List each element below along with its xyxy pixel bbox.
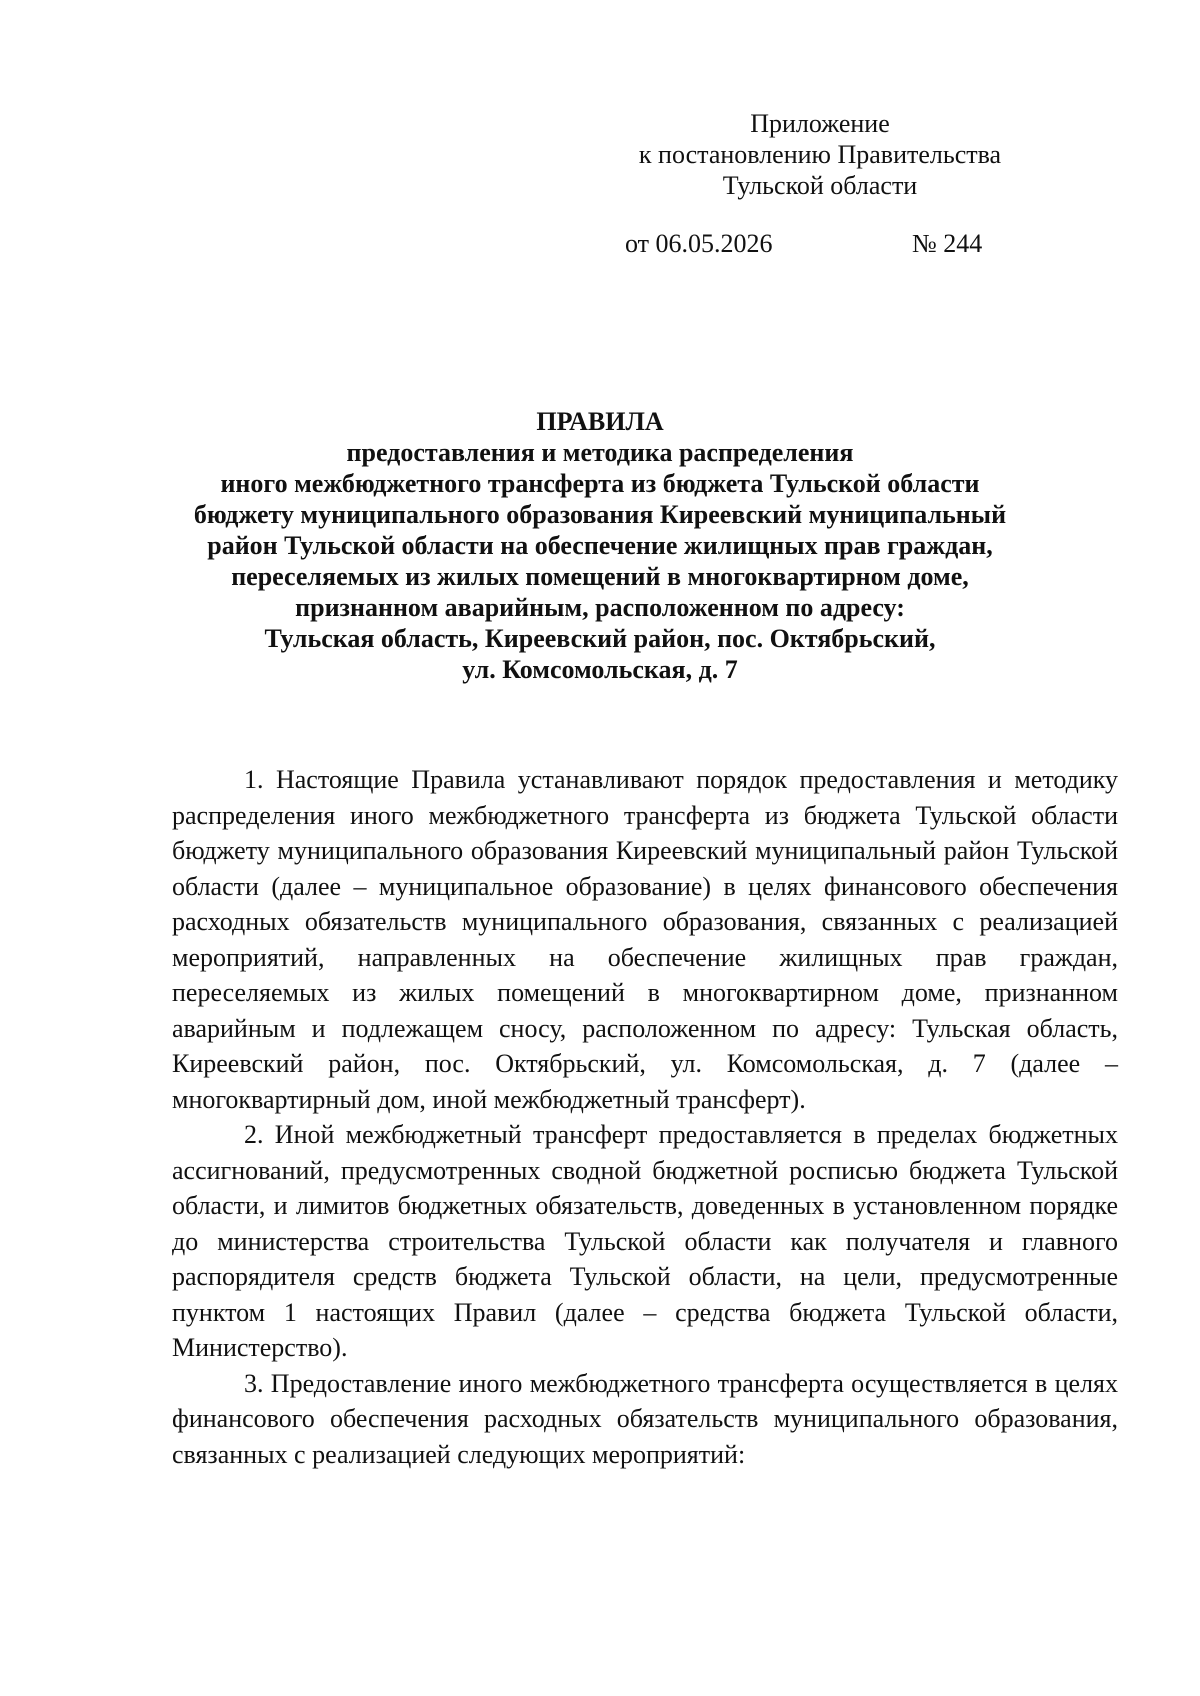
appendix-line: Приложение	[750, 109, 890, 138]
title-line: бюджету муниципального образования Киреевский муниципальный	[193, 500, 1007, 529]
appendix-block	[600, 108, 1040, 201]
title-line: район Тульской области на обеспечение жилищных прав граждан,	[207, 531, 993, 560]
title-line: признанном аварийным, расположенном по адресу:	[295, 593, 905, 622]
document-date: от 06.05.2026	[625, 229, 773, 258]
title-line: ул. Комсомольская, д. 7	[462, 655, 738, 684]
document-number: № 244	[912, 229, 983, 258]
appendix-line: к постановлению Правительства	[638, 140, 1002, 169]
title-line: переселяемых из жилых помещений в многоквартирном доме,	[231, 562, 969, 591]
title-line: Тульская область, Киреевский район, пос. Октябрьский,	[264, 624, 936, 653]
paragraph-1: 1. Настоящие Правила устанавливают порядок предоставления и методику распределения иного межбюджетного трансферта из бюджета Тульской области бюджету муниципального образования Киреевский муниципальный район Тульской области (далее – муниципальное образование) в целях финансового обеспечения расходных обязательств муниципального образования, связанных с реализацией мероприятий, направленных на обеспечение жилищных прав граждан, переселяемых из жилых помещений в многоквартирном доме, признанном аварийным и подлежащем сносу, расположенном по адресу: Тульская область, Киреевский район, пос. Октябрьский, ул. Комсомольская, д. 7 (далее – многоквартирный дом, иной межбюджетный трансферт).	[172, 765, 1118, 1114]
appendix-line: Тульской области	[722, 171, 918, 200]
paragraph-2: 2. Иной межбюджетный трансферт предоставляется в пределах бюджетных ассигнований, предусмотренных сводной бюджетной росписью бюджета Тульской области, и лимитов бюджетных обязательств, доведенных в установленном порядке до министерства строительства Тульской области как получателя и главного распорядителя средств бюджета Тульской области, на цели, предусмотренные пунктом 1 настоящих Правил (далее – средства бюджета Тульской области, Министерство).	[172, 1120, 1118, 1362]
title-heading: ПРАВИЛА	[536, 407, 664, 436]
title-line: предоставления и методика распределения	[346, 438, 854, 467]
paragraph-3: 3. Предоставление иного межбюджетного трансферта осуществляется в целях финансового обеспечения расходных обязательств муниципального образования, связанных с реализацией следующих мероприятий:	[172, 1368, 1118, 1469]
title-line: иного межбюджетного трансферта из бюджета Тульской области	[220, 469, 980, 498]
document-body	[172, 762, 1118, 1472]
document-title	[150, 406, 1050, 685]
